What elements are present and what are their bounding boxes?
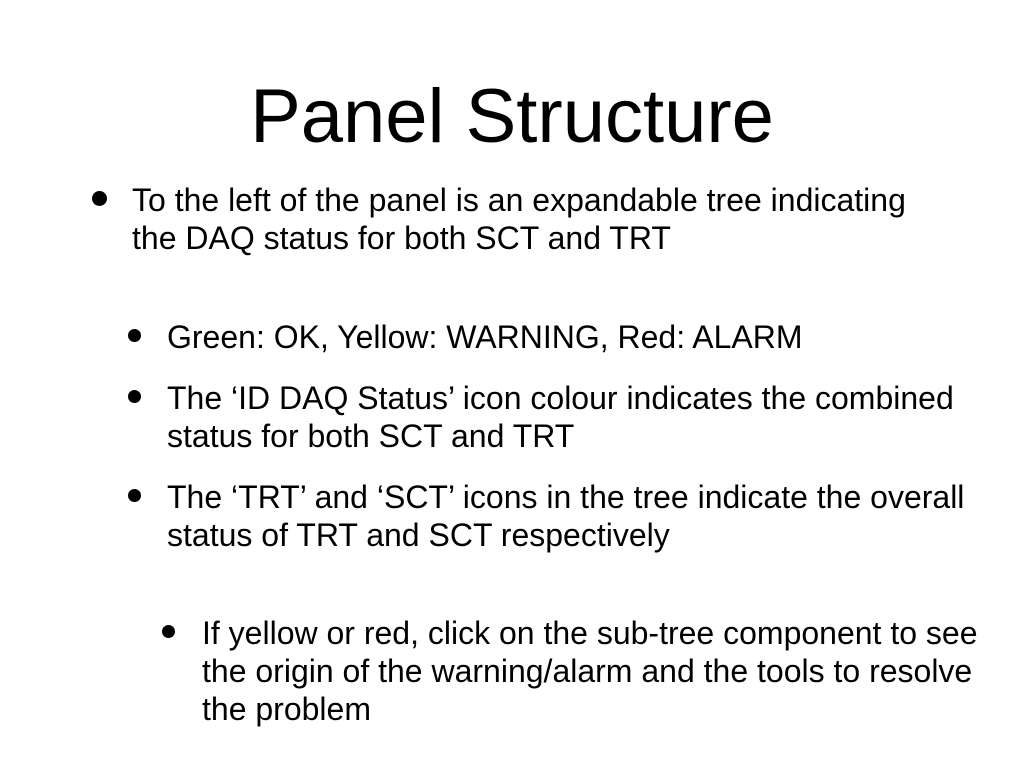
slide-title: Panel Structure	[250, 74, 774, 159]
bullet-item-level1	[132, 181, 922, 257]
bullet-text: The ‘ID DAQ Status’ icon colour indicates the combined status for both SCT and TRT	[167, 380, 954, 454]
bullet-text: The ‘TRT’ and ‘SCT’ icons in the tree indicate the overall status of TRT and SCT respectively	[167, 479, 965, 553]
bullet-item-level3	[202, 614, 982, 728]
bullet-text: If yellow or red, click on the sub-tree component to see the origin of the warning/alarm and the tools to resolve the problem	[202, 615, 978, 727]
bullet-text: To the left of the panel is an expandable tree indicating the DAQ status for both SCT and TRT	[132, 182, 906, 256]
bullet-dot-icon	[92, 191, 107, 206]
bullet-dot-icon	[128, 329, 141, 342]
bullet-dot-icon	[128, 390, 141, 403]
bullet-text: Green: OK, Yellow: WARNING, Red: ALARM	[167, 319, 803, 355]
bullet-item-level2	[167, 478, 967, 554]
bullet-dot-icon	[162, 625, 175, 638]
bullet-item-level2	[167, 379, 967, 455]
bullet-item-level2	[167, 318, 967, 356]
bullet-dot-icon	[128, 489, 141, 502]
